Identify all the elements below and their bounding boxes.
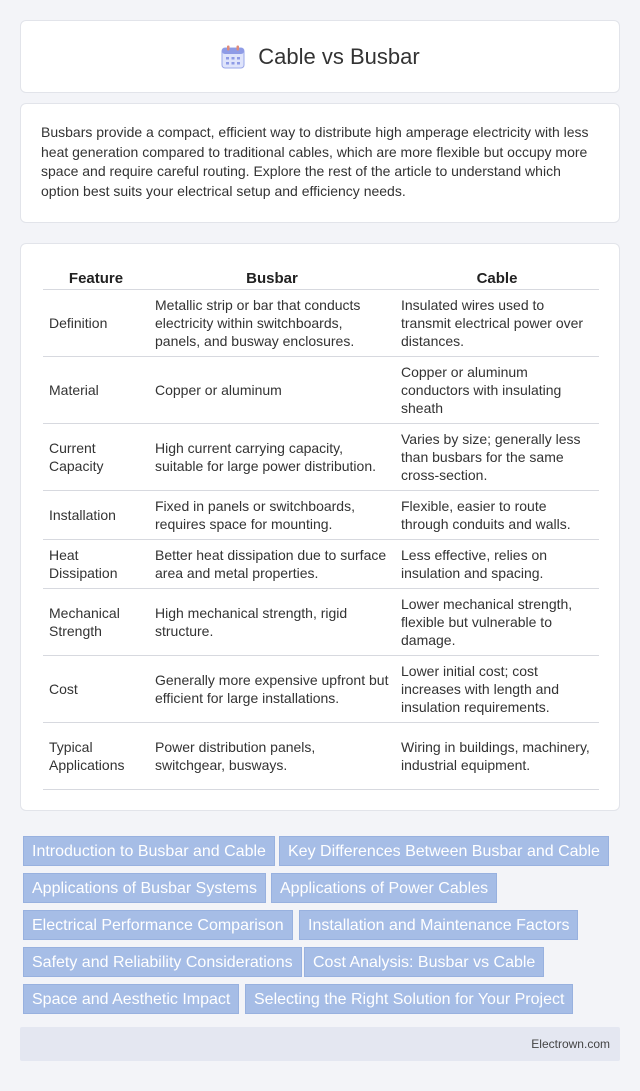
topic-tag-link[interactable]: Installation and Maintenance Factors bbox=[299, 910, 578, 940]
cable-cell: Less effective, relies on insulation and spacing. bbox=[395, 540, 599, 589]
busbar-cell: High current carrying capacity, suitable for large power distribution. bbox=[149, 424, 395, 491]
table-header-row bbox=[43, 264, 599, 290]
topic-tag-link[interactable]: Electrical Performance Comparison bbox=[23, 910, 293, 940]
cable-cell: Varies by size; generally less than busbars for the same cross-section. bbox=[395, 424, 599, 491]
busbar-cell: Copper or aluminum bbox=[149, 357, 395, 424]
topic-tag-link[interactable]: Safety and Reliability Considerations bbox=[23, 947, 302, 977]
table-row bbox=[43, 491, 599, 540]
table-row bbox=[43, 723, 599, 790]
topic-tag-link[interactable]: Introduction to Busbar and Cable bbox=[23, 836, 275, 866]
busbar-cell: Generally more expensive upfront but efficient for large installations. bbox=[149, 656, 395, 723]
footer bbox=[20, 1027, 620, 1061]
cable-cell: Copper or aluminum conductors with insulating sheath bbox=[395, 357, 599, 424]
cable-cell: Lower mechanical strength, flexible but vulnerable to damage. bbox=[395, 589, 599, 656]
feature-cell: Definition bbox=[43, 290, 149, 357]
topic-tag-link[interactable]: Applications of Power Cables bbox=[271, 873, 497, 903]
topic-tag-link[interactable]: Key Differences Between Busbar and Cable bbox=[279, 836, 609, 866]
column-header-cable: Cable bbox=[395, 264, 599, 290]
feature-cell: Mechanical Strength bbox=[43, 589, 149, 656]
table-row bbox=[43, 357, 599, 424]
feature-cell: Cost bbox=[43, 656, 149, 723]
feature-cell: Installation bbox=[43, 491, 149, 540]
topic-tag-link[interactable]: Cost Analysis: Busbar vs Cable bbox=[304, 947, 544, 977]
topic-tag-link[interactable]: Selecting the Right Solution for Your Project bbox=[245, 984, 573, 1014]
table-row bbox=[43, 656, 599, 723]
topic-tag-link[interactable]: Space and Aesthetic Impact bbox=[23, 984, 239, 1014]
table-row bbox=[43, 540, 599, 589]
footer-site-name: Electrown.com bbox=[531, 1037, 610, 1051]
cable-cell: Lower initial cost; cost increases with length and insulation requirements. bbox=[395, 656, 599, 723]
table-row bbox=[43, 424, 599, 491]
column-header-feature: Feature bbox=[43, 264, 149, 290]
calendar-icon bbox=[220, 44, 246, 70]
feature-cell: Heat Dissipation bbox=[43, 540, 149, 589]
table-row bbox=[43, 589, 599, 656]
comparison-table bbox=[43, 264, 599, 790]
topic-tag-link[interactable]: Applications of Busbar Systems bbox=[23, 873, 266, 903]
intro-card bbox=[20, 103, 620, 223]
cable-cell: Insulated wires used to transmit electrical power over distances. bbox=[395, 290, 599, 357]
table-row bbox=[43, 290, 599, 357]
busbar-cell: Better heat dissipation due to surface area and metal properties. bbox=[149, 540, 395, 589]
busbar-cell: Metallic strip or bar that conducts electricity within switchboards, panels, and busway enclosures. bbox=[149, 290, 395, 357]
comparison-table-card bbox=[20, 243, 620, 811]
page-title: Cable vs Busbar bbox=[258, 43, 420, 69]
column-header-busbar: Busbar bbox=[149, 264, 395, 290]
feature-cell: Current Capacity bbox=[43, 424, 149, 491]
busbar-cell: High mechanical strength, rigid structure. bbox=[149, 589, 395, 656]
busbar-cell: Power distribution panels, switchgear, busways. bbox=[149, 723, 395, 790]
intro-text: Busbars provide a compact, efficient way to distribute high amperage electricity with less heat generation compared to traditional cables, which are more flexible but occupy more space and require careful routing. Explore the rest of the article to understand which option best suits your electrical setup and efficiency needs. bbox=[41, 124, 589, 199]
feature-cell: Typical Applications bbox=[43, 723, 149, 790]
header-card bbox=[20, 20, 620, 93]
busbar-cell: Fixed in panels or switchboards, requires space for mounting. bbox=[149, 491, 395, 540]
cable-cell: Wiring in buildings, machinery, industrial equipment. bbox=[395, 723, 599, 790]
cable-cell: Flexible, easier to route through conduits and walls. bbox=[395, 491, 599, 540]
feature-cell: Material bbox=[43, 357, 149, 424]
